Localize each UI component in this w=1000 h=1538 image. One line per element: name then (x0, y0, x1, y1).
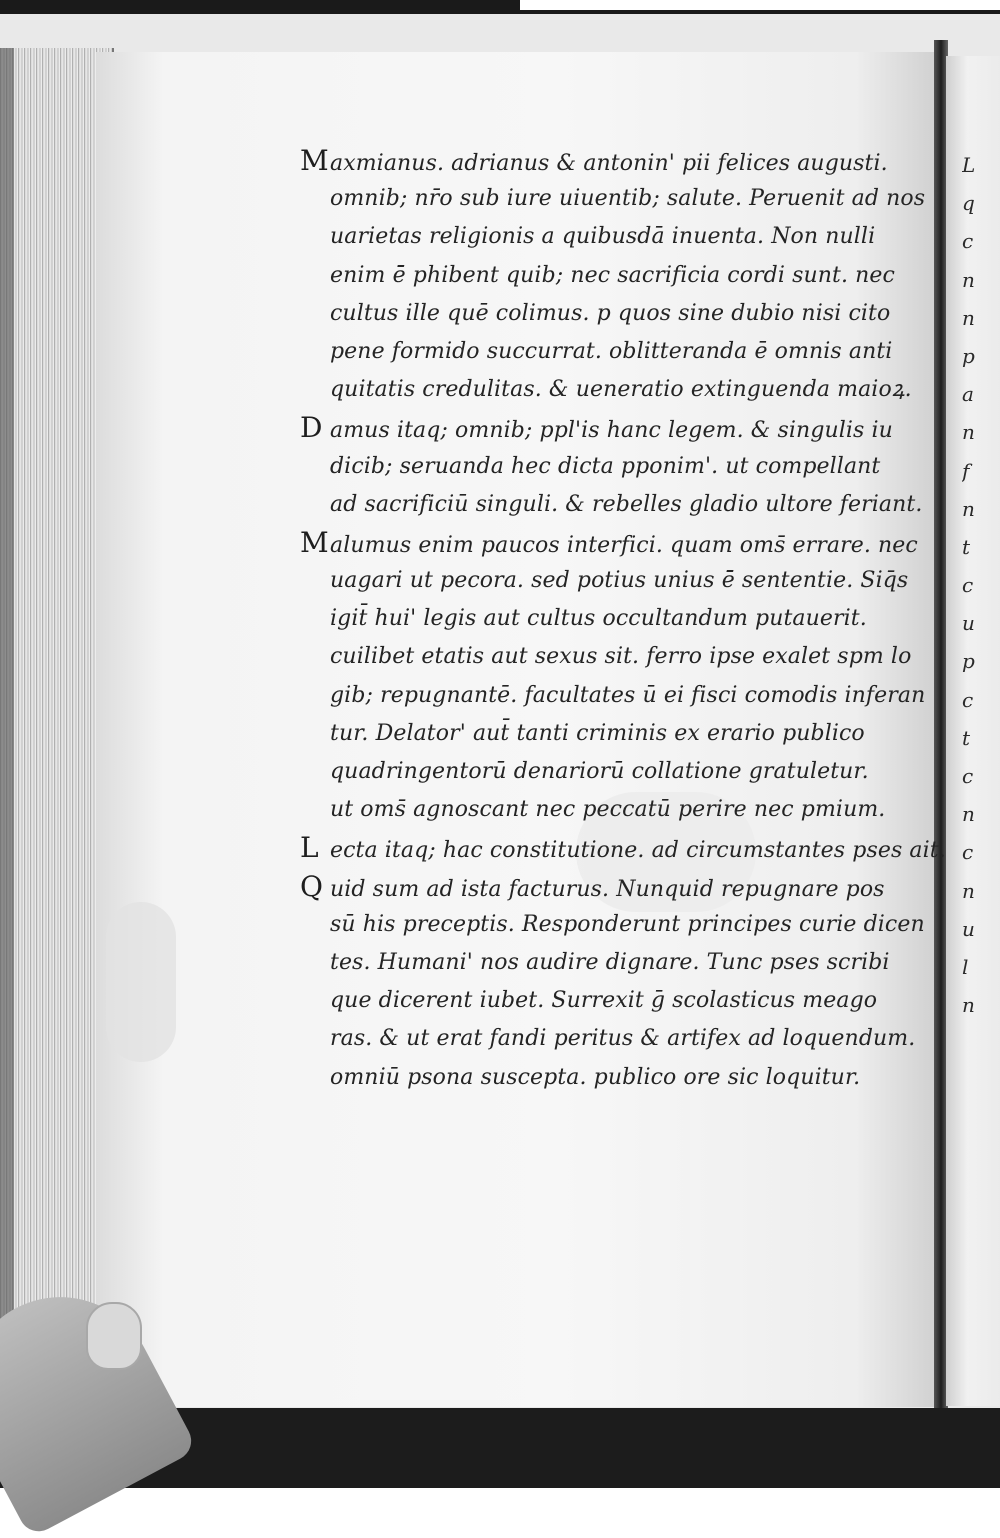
line-text: quadringentorū denariorū collatione gratuletur. (330, 759, 869, 784)
manuscript-line (300, 868, 936, 906)
line-text: quitatis credulitas. & ueneratio extinguenda maioꝝ. (330, 377, 912, 403)
right-page-line-start: c (962, 840, 974, 865)
manuscript-line (300, 218, 936, 256)
right-page-line-start: t (962, 725, 971, 750)
manuscript-line (300, 409, 936, 447)
manuscript-line (300, 371, 936, 409)
right-page-line-start: f (962, 458, 970, 483)
right-page-line-start: c (962, 229, 974, 254)
right-page-line-start: u (962, 916, 975, 941)
right-page-line-start: u (962, 611, 975, 636)
manuscript-line (300, 600, 936, 638)
initial-letter: D (300, 411, 323, 445)
line-text: que dicerent iubet. Surrexit ḡ scolasticus meago (330, 988, 878, 1014)
right-page-line-start: n (962, 993, 975, 1018)
manuscript-line (300, 791, 936, 829)
right-page-line-start: n (962, 496, 975, 521)
manuscript-line (300, 524, 936, 562)
line-text: axmianus. adrianus & antonin' pii felices augusti. (330, 151, 888, 176)
manuscript-line (300, 944, 936, 982)
manuscript-line (300, 906, 936, 944)
manuscript-line (300, 142, 936, 180)
right-page-line-start: n (962, 420, 975, 445)
right-page-line-start: L (962, 153, 976, 177)
line-text: igit̄ hui' legis aut cultus occultandum putauerit. (330, 606, 867, 632)
line-text: ut oms̄ agnoscant nec peccatū perire nec pmium. (330, 797, 886, 823)
right-page-line-start: c (962, 687, 974, 712)
page-stain (106, 902, 176, 1062)
line-text: uid sum ad ista facturus. Nunquid repugnare pos (330, 876, 885, 902)
line-text: dicib; seruanda hec dicta pponim'. ut compellant (330, 453, 881, 479)
right-page-line-start: q (962, 191, 975, 216)
right-page-line-start: n (962, 305, 975, 330)
manuscript-line (300, 982, 936, 1020)
manuscript-line (300, 180, 936, 218)
right-page-line-start: n (962, 878, 975, 903)
manuscript-line (300, 638, 936, 676)
line-text: alumus enim paucos interfici. quam oms̄ errare. nec (330, 532, 918, 558)
right-page-line-start: p (962, 649, 975, 674)
line-text: ras. & ut erat fandi peritus & artifex ad loquendum. (330, 1026, 916, 1052)
line-text: amus itaq; omnib; ppl'is hanc legem. & singulis iu (330, 418, 893, 444)
line-text: enim ē̄ phibent quib; nec sacrificia cordi sunt. nec (330, 262, 895, 288)
manuscript-line (300, 448, 936, 486)
fore-edge-shadow (0, 48, 14, 1398)
manuscript-line (300, 1020, 936, 1058)
line-text: pene formido succurrat. oblitteranda ē omnis anti (330, 338, 893, 364)
thumb-nail (86, 1302, 142, 1370)
line-text: sū his preceptis. Responderunt principes curie dicen (330, 911, 925, 937)
manuscript-line (300, 715, 936, 753)
right-page-line-start: c (962, 573, 974, 598)
line-text: ad sacrificiū singuli. & rebelles gladio ultore feriant. (330, 491, 923, 517)
line-text: cuilibet etatis aut sexus sit. ferro ipse exalet spm lo (330, 644, 912, 670)
manuscript-text-column (300, 142, 946, 1097)
line-text: omniū psona suscepta. publico ore sic loquitur. (330, 1064, 861, 1090)
right-page-line-starts (962, 146, 1000, 1024)
line-text: gib; repugnantē. facultates ū ei fisci comodis inferan (330, 682, 926, 708)
right-page-line-start: l (962, 954, 969, 979)
initial-letter: M (300, 144, 329, 177)
right-page-line-start: c (962, 764, 974, 788)
right-page-line-start: n (962, 267, 975, 292)
right-page-line-start: t (962, 534, 971, 559)
right-page-line-start: p (962, 343, 975, 368)
manuscript-line (300, 753, 936, 791)
line-text: tes. Humani' nos audire dignare. Tunc pses scribi (330, 949, 890, 975)
scan-top-border (0, 0, 1000, 14)
line-text: ecta itaq; hac constitutione. ad circumstantes pses ait. (330, 838, 946, 864)
line-text: uagari ut pecora. sed potius unius ē̄ sententie. Siq̄s (330, 568, 909, 594)
right-page-line-start: a (962, 382, 974, 407)
manuscript-line (300, 333, 936, 371)
manuscript-line (300, 1059, 936, 1097)
manuscript-line (300, 486, 936, 524)
right-page-line-start: n (962, 802, 975, 827)
initial-letter: Q (300, 869, 324, 903)
line-text: uarietas religionis a quibusdā inuenta. Non nulli (330, 224, 876, 250)
scan-top-white-strip (520, 0, 1000, 10)
initial-letter: M (300, 525, 329, 559)
line-text: cultus ille quē colimus. p quos sine dubio nisi cito (330, 300, 891, 326)
manuscript-line (300, 295, 936, 333)
manuscript-line (300, 829, 946, 867)
manuscript-line (300, 562, 936, 600)
line-text: tur. Delator' aut̄ tanti criminis ex erario publico (330, 720, 865, 746)
line-text: omnib; nr̄o sub iure uiuentib; salute. Peruenit ad nos (330, 186, 926, 212)
initial-letter: L (300, 831, 319, 865)
manuscript-line (300, 257, 936, 295)
manuscript-line (300, 677, 936, 715)
